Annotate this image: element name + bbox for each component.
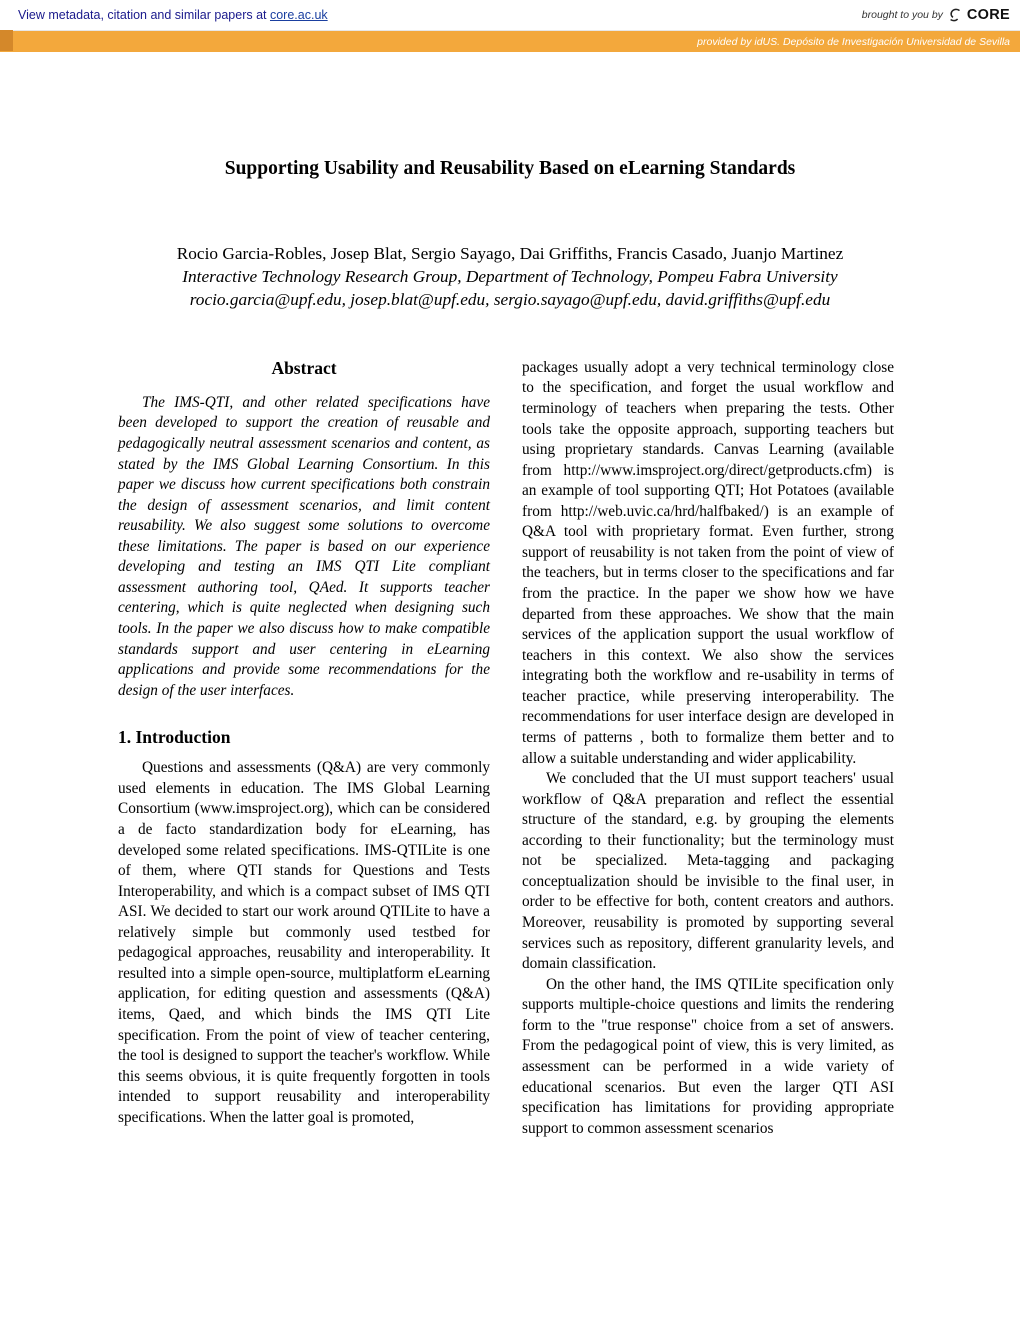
abstract-text: The IMS-QTI, and other related specifications have been developed to support the creation of reusable and pedagogically neutral assessment scenarios and content, as stated by the IMS Global Learning Consortium. In this paper we discuss how current specifications both constrain the design of assessment scenarios, and limit content reusability. We also suggest some solutions to overcome these limitations. The paper is based on our experience developing and testing an IMS QTI Lite compliant assessment authoring tool, QAed. It supports teacher centering, which is quite neglected when designing such tools. In the paper we also discuss how to make compatible standards support and user centering in eLearning applications and provide some recommendations for the design of the user interfaces.: [118, 393, 490, 699]
paper-page: [0, 52, 1020, 1139]
paragraph: On the other hand, the IMS QTILite specification only supports multiple-choice questions and limits the rendering form to the "true response" choice from a set of answers. From the pedagogical point of view, this is very limited, as assessment can be performed in a wide variety of educational scenarios. But even the larger QTI ASI specification has limitations for providing appropriate support to common assessment scenarios: [522, 975, 894, 1137]
provided-by-label: provided by idUS. Depósito de Investigación Universidad de Sevilla: [697, 35, 1010, 48]
left-column: [118, 358, 490, 1139]
author-block: [118, 243, 902, 311]
metadata-notice-text: View metadata, citation and similar papers at: [18, 8, 270, 22]
core-attribution: [862, 7, 1010, 23]
page-title: Supporting Usability and Reusability Based on eLearning Standards: [224, 158, 796, 179]
author-emails: rocio.garcia@upf.edu, josep.blat@upf.edu, sergio.sayago@upf.edu, david.griffiths@upf.edu: [189, 290, 831, 309]
paragraph: We concluded that the UI must support teachers' usual workflow of Q&A preparation and reflect the essential structure of the standard, e.g. by grouping the elements according to their functionality; but the terminology must not be specialized. Meta-tagging and packaging conceptualization should be invisible to the final user, in order to be effective for both, content creators and authors. Moreover, reusability is promoted by supporting several services such as repository, different granularity levels, and domain classification.: [522, 770, 894, 973]
core-repository-banner: [0, 0, 1020, 52]
provided-by-bar: [0, 31, 1020, 52]
abstract-heading: Abstract: [271, 357, 337, 378]
paragraph: Questions and assessments (Q&A) are very commonly used elements in education. The IMS Global Learning Consortium (www.imsproject.org), which can be considered a de facto standardization body for eLearning, has developed some related specifications. IMS-QTILite is one of them, where QTI stands for Questions and Tests Interoperability, and which is a compact subset of IMS QTI ASI. We decided to start our work around QTILite to have a relatively simple but commonly used testbed for pedagogical approaches, reusability and interoperability. It resulted into a simple open-source, multiplatform eLearning application, for editing question and assessments (Q&A) items, Qaed, and which binds the IMS QTI Lite specification. From the point of view of teacher centering, the tool is designed to support the teacher's workflow. While this seems obvious, it is quite frequently forgotten in tools intended to support reusability and interoperability specifications. When the latter goal is promoted,: [118, 759, 490, 1126]
section-heading-introduction: 1. Introduction: [118, 727, 231, 748]
affiliation: Interactive Technology Research Group, Department of Technology, Pompeu Fabra University: [182, 267, 838, 287]
core-ac-uk-link[interactable]: core.ac.uk: [269, 8, 328, 22]
core-banner-top-row: [0, 0, 1020, 31]
banner-accent-stripe: [0, 30, 13, 51]
two-column-body: [118, 358, 902, 1139]
brought-to-you-by-label: brought to you by: [861, 9, 943, 21]
paragraph: packages usually adopt a very technical terminology close to the specification, and forget the usual workflow and terminology of teachers when preparing the tests. Other tools take the opposite approach, supporting teachers but using proprietary standards. Canvas Learning (available from http://www.imsproject.org/direct/getproducts.cfm) is an example of tool supporting QTI; Hot Potatoes (available from http://web.uvic.ca/hrd/halfbaked/) is an example of Q&A tool with proprietary format. Even further, strong support of reusability is not taken from the point of view of the teachers, but in terms closer to the specifications and far from the practice. In the paper we show how we have departed from these approaches. We show that the main services of the application support the usual workflow of teachers in this context. We also show the services integrating both the workflow and re-usability in terms of teacher practice, while preserving interoperability. The recommendations for user interface design are developed in terms of patterns , both to formalize them better and to allow a suitable understanding and wider applicability.: [522, 358, 894, 767]
metadata-notice: [18, 8, 328, 22]
core-logo-icon: [948, 8, 962, 22]
core-wordmark: CORE: [966, 7, 1010, 23]
author-list: Rocio Garcia-Robles, Josep Blat, Sergio Sayago, Dai Griffiths, Francis Casado, Juanjo Martinez: [176, 244, 844, 264]
right-column: [522, 358, 894, 1139]
